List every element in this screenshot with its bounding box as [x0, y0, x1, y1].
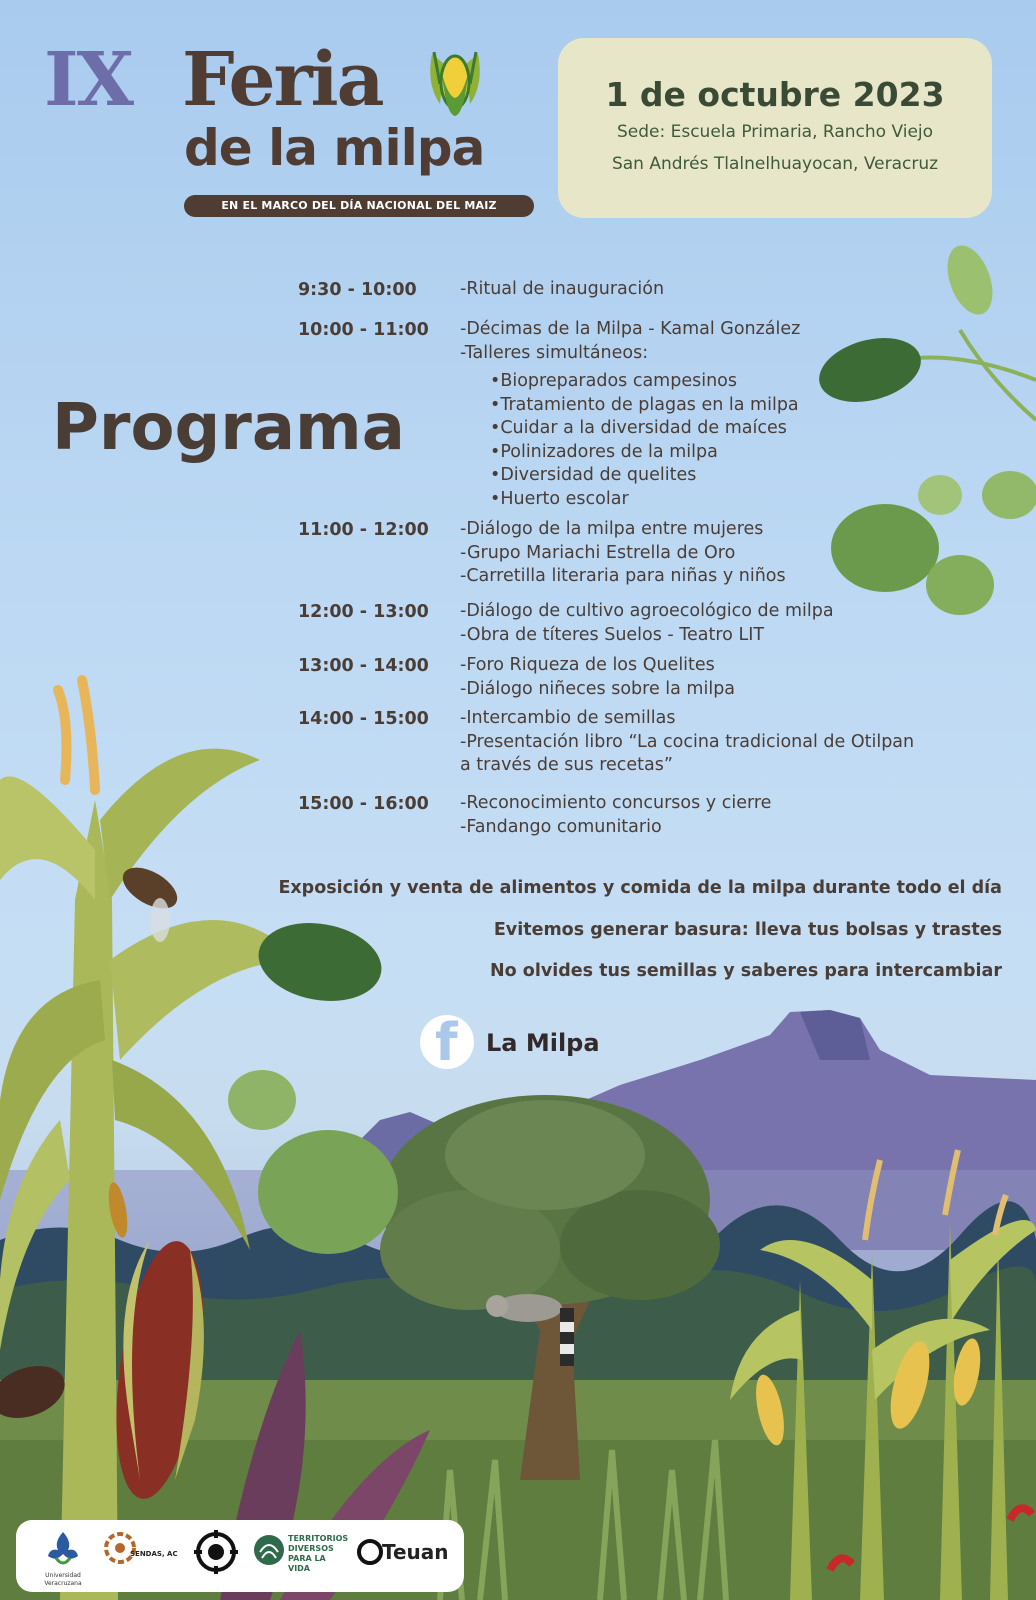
activity: -Ritual de inauguración — [460, 279, 665, 299]
territorios-line-3: PARA LA VIDA — [288, 1554, 326, 1573]
activity: -Diálogo de la milpa entre mujeres — [460, 519, 764, 539]
facebook-label: La Milpa — [486, 1029, 600, 1057]
tagline-badge: EN EL MARCO DEL DÍA NACIONAL DEL MAIZ — [184, 195, 534, 217]
fair-title — [44, 37, 504, 220]
territorios-logo — [252, 1528, 348, 1576]
workshop-item: •Huerto escolar — [490, 488, 629, 509]
workshop-item: •Tratamiento de plagas en la milpa — [490, 394, 799, 415]
activity: -Diálogo niñeces sobre la milpa — [460, 678, 736, 699]
activity: -Carretilla literaria para niñas y niños — [460, 566, 786, 586]
territorios-icon — [252, 1528, 286, 1572]
corn-logo-icon — [422, 44, 488, 118]
slot-time: 12:00 - 13:00 — [298, 602, 429, 622]
activity: -Reconocimiento concursos y cierre — [460, 793, 772, 813]
seal-icon — [192, 1528, 240, 1578]
sponsor-logo-bar — [16, 1520, 464, 1592]
note-waste: Evitemos generar basura: lleva tus bolsas y trastes — [493, 919, 1002, 940]
activity: -Intercambio de semillas — [460, 708, 676, 728]
activity: -Obra de títeres Suelos - Teatro LIT — [460, 624, 765, 645]
teuan-label: Teuan — [382, 1540, 449, 1564]
facebook-icon: f — [420, 1015, 474, 1069]
teuan-logo — [356, 1538, 456, 1570]
venue-line-2: San Andrés Tlalnelhuayocan, Veracruz — [611, 154, 939, 174]
slot-time: 15:00 - 16:00 — [298, 794, 429, 814]
workshop-item: •Cuidar a la diversidad de maíces — [490, 418, 787, 438]
notes — [242, 868, 1002, 993]
activity: -Grupo Mariachi Estrella de Oro — [460, 542, 736, 563]
teuan-ring-icon — [356, 1538, 384, 1566]
venue-line-1: Sede: Escuela Primaria, Rancho Viejo — [616, 122, 934, 142]
activity: -Talleres simultáneos: — [460, 342, 649, 363]
territorios-line-2: DIVERSOS — [288, 1544, 334, 1553]
slot-time: 11:00 - 12:00 — [298, 520, 429, 540]
uv-caption: Universidad Veracruzana — [44, 1572, 82, 1587]
workshop-item: •Polinizadores de la milpa — [490, 441, 718, 462]
slot-time: 10:00 - 11:00 — [298, 320, 429, 340]
event-date: 1 de octubre 2023 — [605, 75, 945, 114]
note-food: Exposición y venta de alimentos y comida de la milpa durante todo el día — [278, 878, 1002, 898]
program-heading: Programa — [52, 391, 405, 465]
uv-flame-icon — [32, 1528, 94, 1568]
workshop-item: •Diversidad de quelites — [490, 465, 697, 485]
slot-time: 9:30 - 10:00 — [298, 280, 417, 300]
activity: -Presentación libro “La cocina tradicional de Otilpan — [460, 731, 915, 752]
territorios-line-1: TERRITORIOS — [288, 1534, 349, 1543]
seal-logo — [192, 1528, 242, 1582]
edition-number: IX — [44, 37, 133, 123]
slot-time: 14:00 - 15:00 — [298, 709, 429, 729]
activity: -Fandango comunitario — [460, 816, 662, 837]
activity: a través de sus recetas” — [460, 755, 673, 775]
workshop-item: •Biopreparados campesinos — [490, 371, 737, 391]
facebook-link[interactable] — [420, 1015, 660, 1071]
activity: -Foro Riqueza de los Quelites — [460, 655, 715, 675]
title-word: Feria — [182, 37, 383, 123]
sendas-logo — [102, 1528, 182, 1576]
title-subline: de la milpa — [184, 119, 485, 177]
note-seeds: No olvides tus semillas y saberes para intercambiar — [490, 961, 1002, 981]
uv-logo — [32, 1528, 94, 1588]
date-venue-box — [558, 38, 992, 218]
slot-time: 13:00 - 14:00 — [298, 656, 429, 676]
sendas-label: SENDAS, AC — [130, 1550, 178, 1558]
activity: -Diálogo de cultivo agroecológico de milpa — [460, 601, 834, 621]
activity: -Décimas de la Milpa - Kamal González — [460, 319, 801, 339]
